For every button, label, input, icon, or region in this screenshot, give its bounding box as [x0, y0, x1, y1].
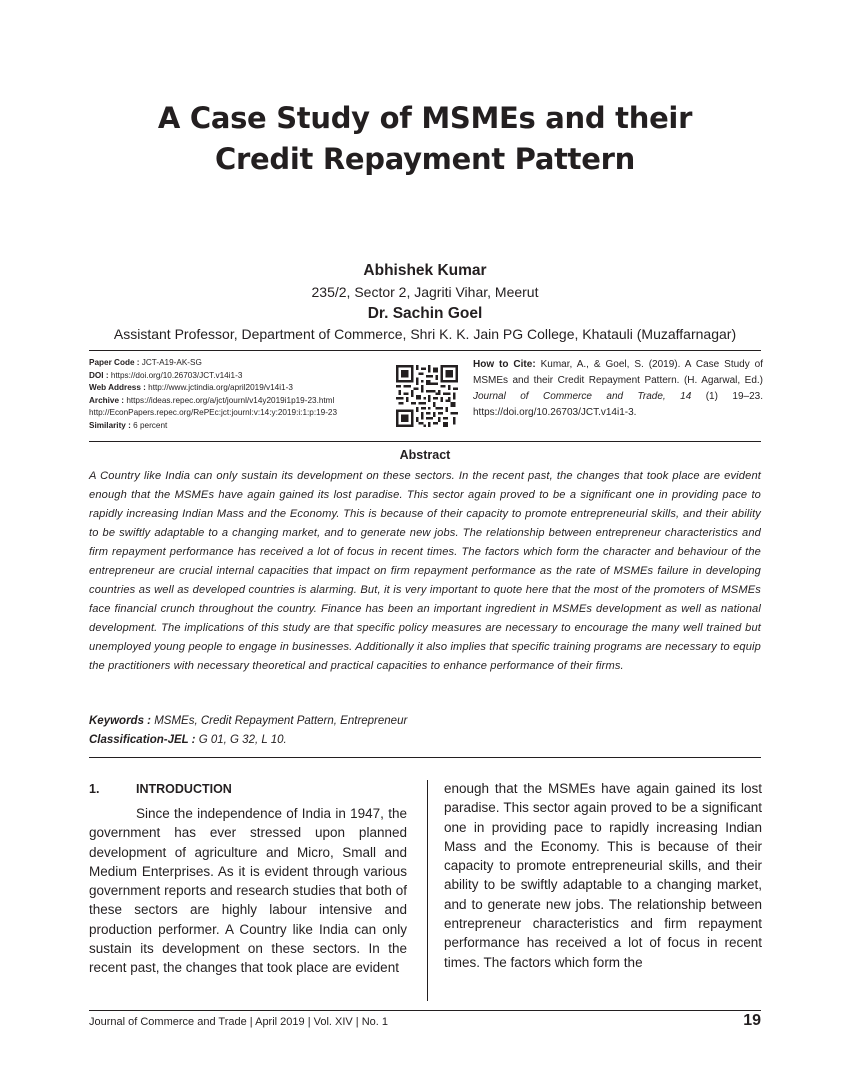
author-name-2: Dr. Sachin Goel [367, 305, 483, 322]
archive-link[interactable]: https://ideas.repec.org/a/jct/journl/v14y2019i1p19-23.html [124, 395, 335, 405]
cite-text-1: Kumar, A., & Goel, S. (2019). A Case Study of MSMEs and their Credit Repayment Pattern. (H. Agarwal, Ed.) [473, 359, 764, 386]
title-line-1: A Case Study of MSMEs and their [157, 101, 693, 135]
footer-divider [89, 1010, 761, 1011]
jel-label: Classification-JEL : [89, 734, 196, 746]
qr-code-icon [396, 365, 458, 427]
archive-row [89, 395, 389, 408]
cite-journal: Journal of Commerce and Trade, 14 [473, 391, 692, 402]
section-number: 1. [89, 782, 100, 796]
doi-link[interactable]: https://doi.org/10.26703/JCT.v14i1-3 [108, 370, 243, 380]
left-column [89, 782, 407, 978]
section-title: INTRODUCTION [136, 782, 232, 796]
left-column-text [89, 804, 407, 978]
doi-label: DOI : [89, 370, 109, 380]
author-affiliation-1: 235/2, Sector 2, Jagriti Vihar, Meerut [311, 284, 539, 300]
paper-code-label: Paper Code : [89, 358, 140, 367]
similarity-label: Similarity : [89, 420, 131, 430]
right-column [444, 779, 762, 972]
cite-label: How to Cite: [473, 359, 536, 370]
paper-code-row [89, 357, 389, 370]
metadata-divider [89, 441, 761, 442]
web-address-label: Web Address : [89, 383, 146, 392]
abstract-divider [89, 757, 761, 758]
web-address-link[interactable]: http://www.jctindia.org/april2019/v14i1-3 [145, 383, 293, 392]
archive-row-2[interactable]: http://EconPapers.repec.org/RePEc:jct:journl:v:14:y:2019:i:1:p:19-23 [89, 408, 338, 417]
keywords-value: MSMEs, Credit Repayment Pattern, Entrepreneur [151, 715, 408, 727]
cite-text-2: (1) 19–23. https://doi.org/10.26703/JCT.v14i1-3. [473, 391, 763, 418]
paper-title [0, 98, 850, 180]
keywords-line [89, 715, 761, 727]
right-column-text: enough that the MSMEs have again gained its lost paradise. This sector again proved to be a significant one in providing pace to rapidly increasing Indian Mass and the Economy. This is because of their capacity to promote entrepreneurial skills, and their ability to be swiftly adaptable to a changing market, and to generate new jobs. The relationship between entrepreneur characteristics and firm repayment performance has received a lot of focus in recent times. The factors which form the [444, 781, 762, 970]
author-name-1: Abhishek Kumar [363, 262, 487, 279]
paper-metadata [89, 357, 389, 432]
header-divider [89, 350, 761, 351]
keywords-label: Keywords : [89, 715, 151, 727]
paper-code-value: JCT-A19-AK-SG [139, 358, 202, 367]
jel-line [89, 734, 761, 746]
abstract-body: A Country like India can only sustain its development on these sectors. In the recent past, the changes that took place are evident enough that the MSMEs have again gained its lost paradise. This sector again proved to be a significant one in providing pace to rapidly increasing Indian Mass and the Economy. This is because of their capacity to promote entrepreneurial skills, and their ability to be swiftly adaptable to a changing market, and to generate new jobs. The relationship between entrepreneur characteristics and firm repayment performance has received a lot of focus in recent times. The factors which form the character and behaviour of the entrepreneur are crucial internal capacities that impact on firm repayment performance as the rate of MSMEs failure in developing countries as well as developed countries is alarming. But, it is very important to quote here that the most of the promoters of MSMEs face financial crunch throughout the country. Finance has been an important ingredient in MSMEs development as well as national development. The implications of this study are that specific policy measures are necessary to encourage the many well trained but unemployed young people to engage in businesses. Additionally it also implies that specific training programs are necessary to equip the practitioners with necessary theoretical and practical capacities to enhance performance of their firms. [89, 470, 761, 672]
how-to-cite [473, 357, 763, 421]
author-affiliation-2: Assistant Professor, Department of Commerce, Shri K. K. Jain PG College, Khatauli (Muzaffarnagar) [113, 326, 737, 342]
similarity-value: 6 percent [130, 420, 168, 430]
footer-journal-info: Journal of Commerce and Trade | April 2019 | Vol. XIV | No. 1 [89, 1016, 389, 1028]
abstract-heading: Abstract [399, 448, 451, 462]
title-line-2: Credit Repayment Pattern [215, 142, 635, 176]
section-heading [89, 782, 407, 796]
archive-label: Archive : [89, 395, 125, 405]
jel-value: G 01, G 32, L 10. [195, 734, 287, 746]
similarity-row [89, 420, 389, 433]
page-number: 19 [743, 1012, 761, 1029]
doi-row [89, 370, 389, 383]
left-paragraph: Since the independence of India in 1947, the government has ever stressed upon planned development of agriculture and Micro, Small and Medium Enterprises. As it is evident through various government reports and research studies that both of these sectors are highly labour intensive and production performer. A Country like India can only sustain its development on these sectors. In the recent past, the changes that took place are evident [89, 806, 407, 976]
column-divider [427, 780, 428, 1001]
web-address-row [89, 382, 389, 395]
